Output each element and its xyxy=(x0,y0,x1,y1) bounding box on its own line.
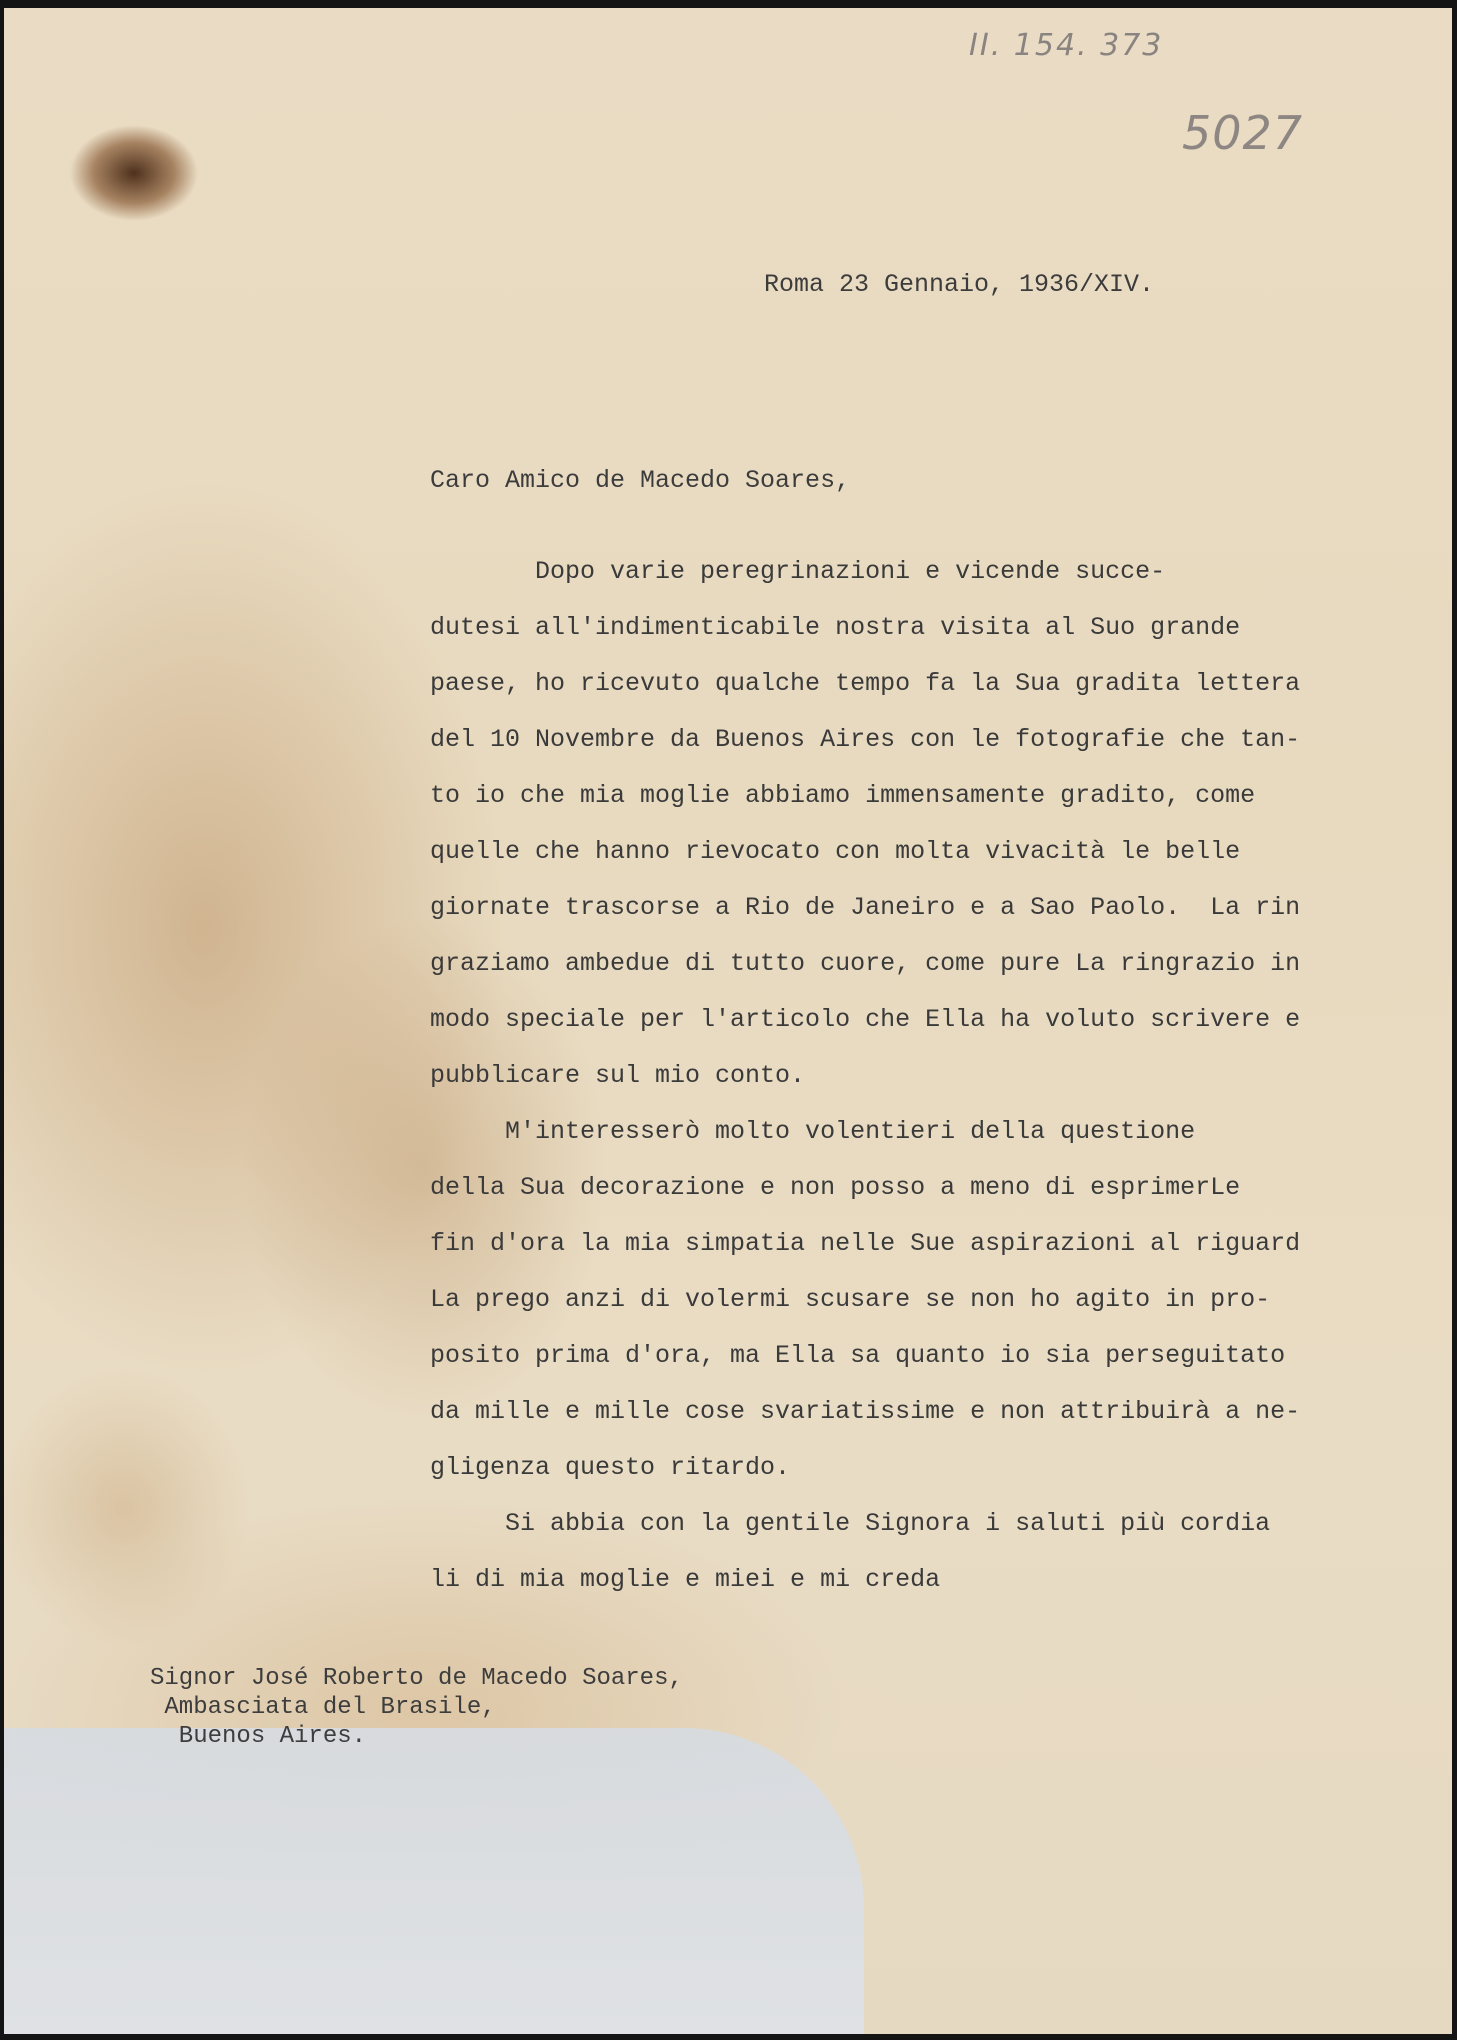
body-line: dutesi all'indimenticabile nostra visita al Suo grande xyxy=(430,613,1241,642)
body-line: pubblicare sul mio conto. xyxy=(430,1061,806,1090)
address-line: Signor José Roberto de Macedo Soares, xyxy=(150,1665,683,1692)
body-line: M'interesserò molto volentieri della questione xyxy=(430,1117,1196,1146)
burn-stain xyxy=(44,78,234,248)
archive-reference: II. 154. 373 xyxy=(969,28,1164,63)
body-line: giornate trascorse a Rio de Janeiro e a Sao Paolo. La rin xyxy=(430,893,1301,922)
letter-date: Roma 23 Gennaio, 1936/XIV. xyxy=(764,270,1155,299)
body-line: paese, ho ricevuto qualche tempo fa la Sua gradita lettera xyxy=(430,669,1301,698)
body-line: gligenza questo ritardo. xyxy=(430,1453,791,1482)
body-line: fin d'ora la mia simpatia nelle Sue aspirazioni al riguard xyxy=(430,1229,1301,1258)
body-line: Si abbia con la gentile Signora i saluti più cordia xyxy=(430,1509,1271,1538)
address-line: Ambasciata del Brasile, xyxy=(150,1694,496,1721)
body-line: Dopo varie peregrinazioni e vicende succe- xyxy=(430,557,1166,586)
tissue-backing xyxy=(4,1728,864,2034)
recipient-address xyxy=(150,1664,683,1751)
body-line: quelle che hanno rievocato con molta vivacità le belle xyxy=(430,837,1241,866)
letter-salutation: Caro Amico de Macedo Soares, xyxy=(430,466,851,495)
letter-body xyxy=(430,544,1450,1608)
body-line: della Sua decorazione e non posso a meno di esprimerLe xyxy=(430,1173,1241,1202)
body-line: del 10 Novembre da Buenos Aires con le fotografie che tan- xyxy=(430,725,1301,754)
body-line: to io che mia moglie abbiamo immensamente gradito, come xyxy=(430,781,1256,810)
body-line: graziamo ambedue di tutto cuore, come pure La ringrazio in xyxy=(430,949,1301,978)
archive-number: 5027 xyxy=(1182,106,1304,160)
body-line: modo speciale per l'articolo che Ella ha voluto scrivere e xyxy=(430,1005,1301,1034)
body-line: da mille e mille cose svariatissime e non attribuirà a ne- xyxy=(430,1397,1301,1426)
body-line: La prego anzi di volermi scusare se non ho agito in pro- xyxy=(430,1285,1271,1314)
letter-page xyxy=(4,8,1452,2034)
address-line: Buenos Aires. xyxy=(150,1723,367,1750)
body-line: posito prima d'ora, ma Ella sa quanto io sia perseguitato xyxy=(430,1341,1286,1370)
body-line: li di mia moglie e miei e mi creda xyxy=(430,1565,941,1594)
